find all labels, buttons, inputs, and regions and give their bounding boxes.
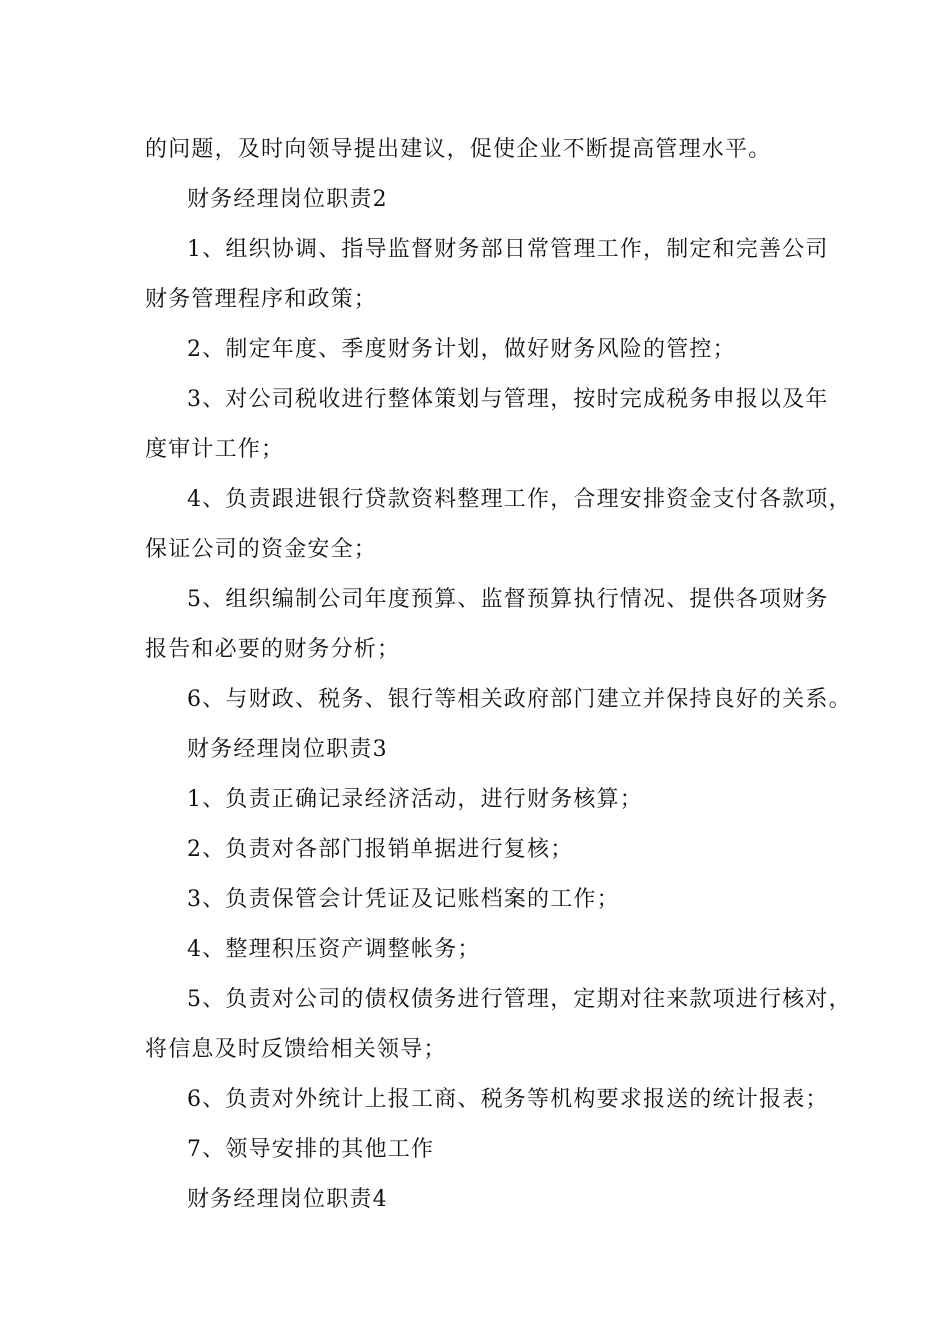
list-item-line: 6、负责对外统计上报工商、税务等机构要求报送的统计报表； [187,1087,829,1112]
list-item-line: 3、对公司税收进行整体策划与管理，按时完成税务申报以及年 [187,387,829,412]
list-item-continuation: 报告和必要的财务分析； [145,637,401,662]
list-item-continuation: 保证公司的资金安全； [145,537,378,562]
list-item-line: 4、整理积压资产调整帐务； [187,937,481,962]
section-heading-3: 财务经理岗位职责3 [187,737,388,762]
list-item-line: 5、组织编制公司年度预算、监督预算执行情况、提供各项财务 [187,587,829,612]
list-item-line: 6、与财政、税务、银行等相关政府部门建立并保持良好的关系。 [187,687,852,712]
list-item-line: 4、负责跟进银行贷款资料整理工作，合理安排资金支付各款项， [187,487,852,512]
section-heading-2: 财务经理岗位职责2 [187,187,388,212]
list-item-line: 5、负责对公司的债权债务进行管理，定期对往来款项进行核对， [187,987,852,1012]
list-item-line: 2、负责对各部门报销单据进行复核； [187,837,574,862]
list-item-line: 3、负责保管会计凭证及记账档案的工作； [187,887,620,912]
list-item-line: 7、领导安排的其他工作 [187,1137,435,1162]
list-item-continuation: 度审计工作； [145,437,285,462]
list-item-continuation: 将信息及时反馈给相关领导； [145,1037,447,1062]
list-item-continuation: 财务管理程序和政策； [145,287,378,312]
list-item-line: 2、制定年度、季度财务计划，做好财务风险的管控； [187,337,736,362]
section-heading-4: 财务经理岗位职责4 [187,1187,388,1212]
list-item-line: 1、组织协调、指导监督财务部日常管理工作，制定和完善公司 [187,237,829,262]
list-item-line: 1、负责正确记录经济活动，进行财务核算； [187,787,643,812]
paragraph-continuation-line: 的问题，及时向领导提出建议，促使企业不断提高管理水平。 [145,137,772,162]
